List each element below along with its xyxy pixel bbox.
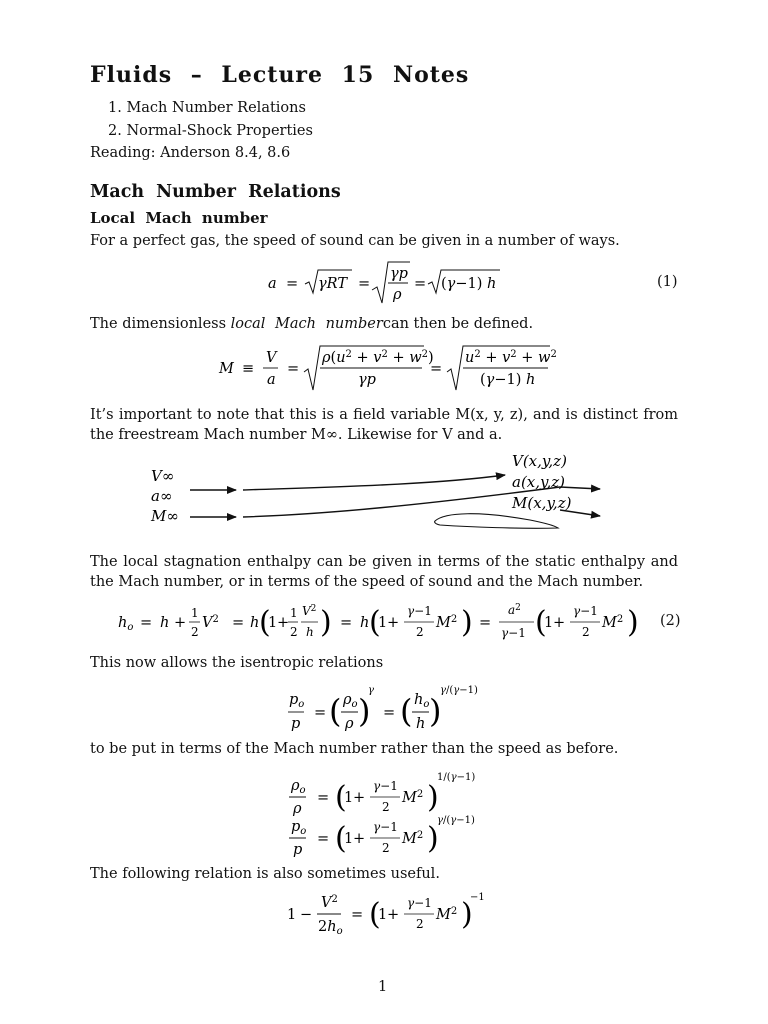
svg-text:=: =	[351, 907, 364, 923]
paragraph-2-post: can then be defined.	[382, 316, 534, 332]
svg-text:+: +	[387, 615, 400, 631]
svg-text:M2: $M^2$	[402, 830, 424, 847]
svg-text:(: (	[369, 897, 381, 932]
page-number: 1	[378, 979, 388, 995]
local-mach-label: M(x,y,z)	[512, 494, 572, 512]
svg-text:h: h	[306, 625, 314, 639]
svg-text:): )	[320, 605, 332, 640]
svg-text:h: h	[160, 615, 170, 631]
svg-text:=: =	[358, 276, 371, 292]
svg-text:γRT: γRT	[318, 276, 347, 292]
svg-text:1: 1	[344, 831, 354, 847]
svg-text:γ−1: γ−1	[373, 820, 398, 834]
svg-text:γ−1: γ−1	[501, 626, 526, 640]
svg-text:a: a	[268, 276, 277, 292]
paragraph-4: The local stagnation enthalpy can be given in terms of the static enthalpy and the Mach number, or in terms of the speed of sound and the Mach number.	[90, 554, 678, 590]
svg-text:(: (	[329, 692, 342, 730]
svg-text:): )	[358, 692, 371, 730]
equation-number-1: (1)	[657, 274, 678, 290]
svg-text:u2 + v2 + w2: $u^2 + v^2 + w^2$	[465, 349, 557, 366]
svg-text:1: 1	[378, 615, 388, 631]
svg-text:1: 1	[290, 606, 298, 620]
equation-number-2: (2)	[660, 613, 681, 629]
svg-text:γp: γp	[390, 266, 408, 282]
svg-text:V2: $V^2$	[302, 604, 317, 618]
svg-text:γ/(γ−1): γ/(γ−1)	[440, 685, 478, 696]
paragraph-5: This now allows the isentropic relations	[90, 655, 384, 671]
svg-text:γ−1: γ−1	[573, 604, 598, 618]
svg-text:po: $p_o$	[289, 692, 305, 710]
svg-text:h: h	[416, 716, 426, 732]
svg-text:(: (	[369, 605, 381, 640]
svg-text:γ−1: γ−1	[407, 896, 432, 910]
svg-text:1/(γ−1): 1/(γ−1)	[437, 772, 476, 783]
svg-text:2: 2	[416, 917, 424, 931]
paragraph-6: to be put in terms of the Mach number rather than the speed as before.	[90, 741, 619, 757]
svg-text:ρo: $\rho_o$	[343, 692, 358, 710]
paragraph-1: For a perfect gas, the speed of sound can be given in a number of ways.	[90, 233, 620, 249]
svg-text:): )	[427, 821, 439, 856]
freestream-sound-speed-label: a∞	[151, 487, 173, 505]
paragraph-7: The following relation is also sometimes useful.	[90, 866, 440, 882]
svg-text:+: +	[387, 907, 400, 923]
svg-text:1: 1	[378, 907, 388, 923]
svg-text:ρ: ρ	[393, 287, 402, 303]
svg-text:ho: $h_o$	[414, 692, 430, 710]
svg-text:2: 2	[382, 800, 390, 814]
svg-text:(: (	[400, 692, 413, 730]
svg-text:=: =	[140, 615, 153, 631]
svg-text:ρ: ρ	[293, 801, 302, 817]
svg-text:γ−1: γ−1	[373, 779, 398, 793]
svg-text:2: 2	[582, 625, 590, 639]
svg-text:2: 2	[416, 625, 424, 639]
svg-text:a2: $a^2$	[508, 603, 521, 617]
freestream-mach-label: M∞	[151, 507, 179, 525]
svg-text:ho: $h_o$	[118, 615, 134, 633]
paragraph-2-pre: The dimensionless	[90, 316, 231, 332]
svg-text:ρ(u2 + v2 + w2): $\rho(u^2 + v^2 + w^2)$	[322, 349, 434, 366]
svg-text:2: 2	[191, 625, 199, 639]
svg-text:M: M	[219, 361, 234, 377]
local-sound-speed-label: a(x,y,z)	[512, 473, 566, 491]
svg-text:1: 1	[544, 615, 554, 631]
svg-text:+: +	[553, 615, 566, 631]
svg-text:=: =	[414, 276, 427, 292]
svg-text:+: +	[277, 615, 290, 631]
svg-text:M2: $M^2$	[602, 614, 624, 631]
svg-text:): )	[429, 692, 442, 730]
svg-text:ρo: $\rho_o$	[291, 778, 306, 796]
svg-text:1: 1	[344, 790, 354, 806]
svg-text:1: 1	[268, 615, 278, 631]
svg-text:=: =	[314, 705, 327, 721]
page-title: Fluids – Lecture 15 Notes	[90, 62, 470, 88]
svg-text:(γ−1) h: (γ−1) h	[441, 276, 497, 292]
subsection-heading: Local Mach number	[90, 209, 268, 227]
svg-text:h: h	[360, 615, 370, 631]
svg-text:=: =	[286, 276, 299, 292]
toc-item-1: 1. Mach Number Relations	[108, 100, 306, 116]
svg-text:(: (	[335, 780, 347, 815]
svg-text:(γ−1) h: (γ−1) h	[480, 372, 536, 388]
reading-line: Reading: Anderson 8.4, 8.6	[90, 145, 291, 161]
section-heading: Mach Number Relations	[90, 182, 341, 202]
local-velocity-label: V(x,y,z)	[512, 452, 567, 470]
svg-text:=: =	[317, 790, 330, 806]
svg-text:=: =	[287, 361, 300, 377]
svg-text:p: p	[291, 716, 301, 732]
svg-text:=: =	[317, 831, 330, 847]
svg-text:M2: $M^2$	[402, 789, 424, 806]
svg-text:V2: $V^2$	[202, 614, 219, 631]
svg-text:γ: γ	[368, 685, 374, 696]
svg-text:=: =	[340, 615, 353, 631]
freestream-velocity-label: V∞	[151, 467, 175, 485]
svg-text:+: +	[174, 615, 187, 631]
svg-text:=: =	[232, 615, 245, 631]
svg-text:po: $p_o$	[291, 819, 307, 837]
svg-text:): )	[461, 897, 473, 932]
svg-text:2ho: $2h_o$	[318, 919, 343, 937]
svg-text:): )	[627, 605, 639, 640]
svg-text:(: (	[259, 605, 271, 640]
svg-text:(: (	[335, 821, 347, 856]
svg-text:γp: γp	[358, 372, 376, 388]
svg-text:): )	[427, 780, 439, 815]
paragraph-3: It’s important to note that this is a field variable M(x, y, z), and is distinct from the freestream Mach number M∞. Likewise for V and a.	[90, 407, 678, 443]
svg-text:2: 2	[290, 625, 298, 639]
svg-text:≡: ≡	[242, 361, 255, 377]
svg-text:M2: $M^2$	[436, 614, 458, 631]
svg-text:γ/(γ−1): γ/(γ−1)	[437, 815, 475, 826]
svg-text:+: +	[353, 831, 366, 847]
svg-text:−1: −1	[470, 892, 485, 903]
svg-text:p: p	[293, 842, 303, 858]
svg-text:=: =	[479, 615, 492, 631]
svg-text:a: a	[267, 372, 276, 388]
svg-text:(: (	[535, 605, 547, 640]
svg-text:ρ: ρ	[345, 716, 354, 732]
svg-text:1: 1	[191, 606, 199, 620]
svg-text:2: 2	[382, 841, 390, 855]
svg-text:h: h	[250, 615, 260, 631]
svg-text:M2: $M^2$	[436, 906, 458, 923]
paragraph-2-emphasis: local Mach number	[230, 316, 383, 332]
toc-item-2: 2. Normal-Shock Properties	[108, 123, 313, 139]
svg-text:γ−1: γ−1	[407, 604, 432, 618]
svg-text:): )	[461, 605, 473, 640]
svg-text:+: +	[353, 790, 366, 806]
svg-text:=: =	[383, 705, 396, 721]
svg-text:−: −	[300, 907, 313, 923]
svg-text:=: =	[430, 361, 443, 377]
svg-text:V2: $V^2$	[321, 894, 338, 911]
svg-text:V: V	[266, 350, 277, 366]
svg-text:1: 1	[287, 907, 297, 923]
